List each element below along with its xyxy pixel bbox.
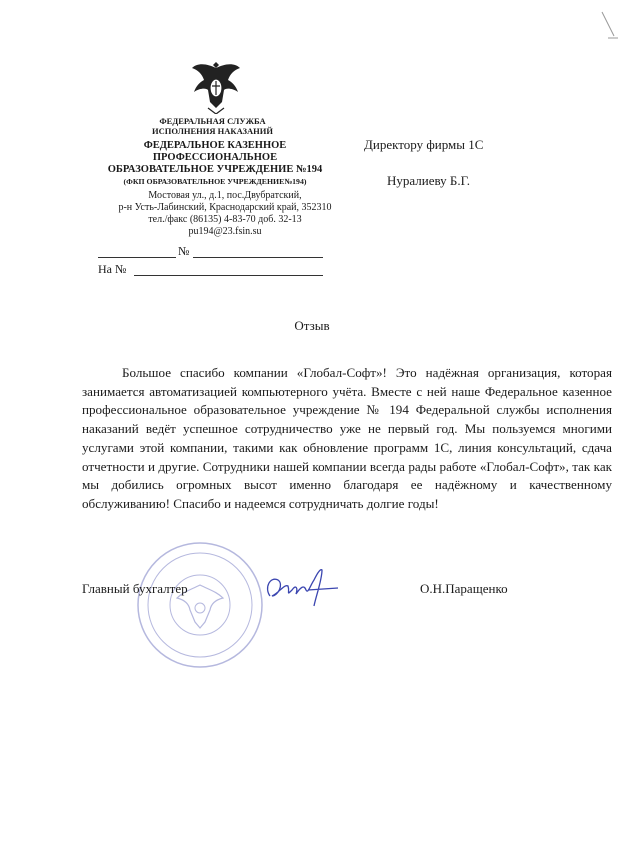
stamp-icon bbox=[135, 540, 265, 670]
institution-abbr: (ФКП ОБРАЗОВАТЕЛЬНОЕ УЧРЕЖДЕНИЕ№194) bbox=[123, 177, 307, 186]
corner-mark bbox=[600, 10, 620, 40]
service-name bbox=[125, 116, 300, 136]
signature-icon bbox=[260, 566, 350, 611]
institution-address bbox=[95, 190, 355, 238]
institution-name bbox=[95, 140, 335, 176]
address-line2: р-н Усть-Лабинский, Краснодарский край, 352310 bbox=[118, 202, 332, 213]
letter-body: Большое спасибо компании «Глобал-Софт»! Это надёжная организация, которая занимается автоматизацией компьютерного учёта. Вместе с ней наше Федеральное казенное профессиональное образовательное учреждение № 194 Федеральной службы исполнения наказаний ведёт успешное сотрудничество уже не первый год. Мы пользуемся многими услугами этой компании, такими как обновление программ 1С, линия консультаций, сдача отчетности и другие. Сотрудники нашей компании всегда рады работе «Глобал-Софт», так как мы добились огромных высот именно благодаря ее надёжному и качественному обслуживанию! Спасибо и надеемся сотрудничать долгие годы! bbox=[82, 365, 612, 511]
org-line1: ФЕДЕРАЛЬНАЯ СЛУЖБА bbox=[159, 116, 266, 126]
outgoing-number-line bbox=[98, 244, 323, 260]
addressee-name: Нуралиеву Б.Г. bbox=[387, 173, 470, 188]
addressee-position: Директору фирмы 1С bbox=[364, 137, 484, 152]
signatory-name: О.Н.Паращенко bbox=[420, 581, 508, 596]
inst-line1: ФЕДЕРАЛЬНОЕ КАЗЕННОЕ bbox=[143, 140, 287, 151]
address-line1: Мостовая ул., д.1, пос.Двубратский, bbox=[148, 190, 302, 201]
email: pu194@23.fsin.su bbox=[188, 226, 262, 237]
signatory-role: Главный бухгалтер bbox=[82, 581, 188, 596]
org-line2: ИСПОЛНЕНИЯ НАКАЗАНИЙ bbox=[152, 126, 273, 136]
reply-number-line bbox=[98, 262, 323, 278]
inst-line3: ОБРАЗОВАТЕЛЬНОЕ УЧРЕЖДЕНИЕ №194 bbox=[107, 164, 323, 175]
document-title: Отзыв bbox=[294, 318, 330, 333]
address-line3: тел./факс (86135) 4-83-70 доб. 32-13 bbox=[148, 214, 302, 225]
number-label: № bbox=[178, 244, 190, 258]
inst-line2: ПРОФЕССИОНАЛЬНОЕ bbox=[152, 152, 278, 163]
reply-label: На № bbox=[98, 262, 127, 276]
emblem-icon bbox=[190, 58, 242, 114]
